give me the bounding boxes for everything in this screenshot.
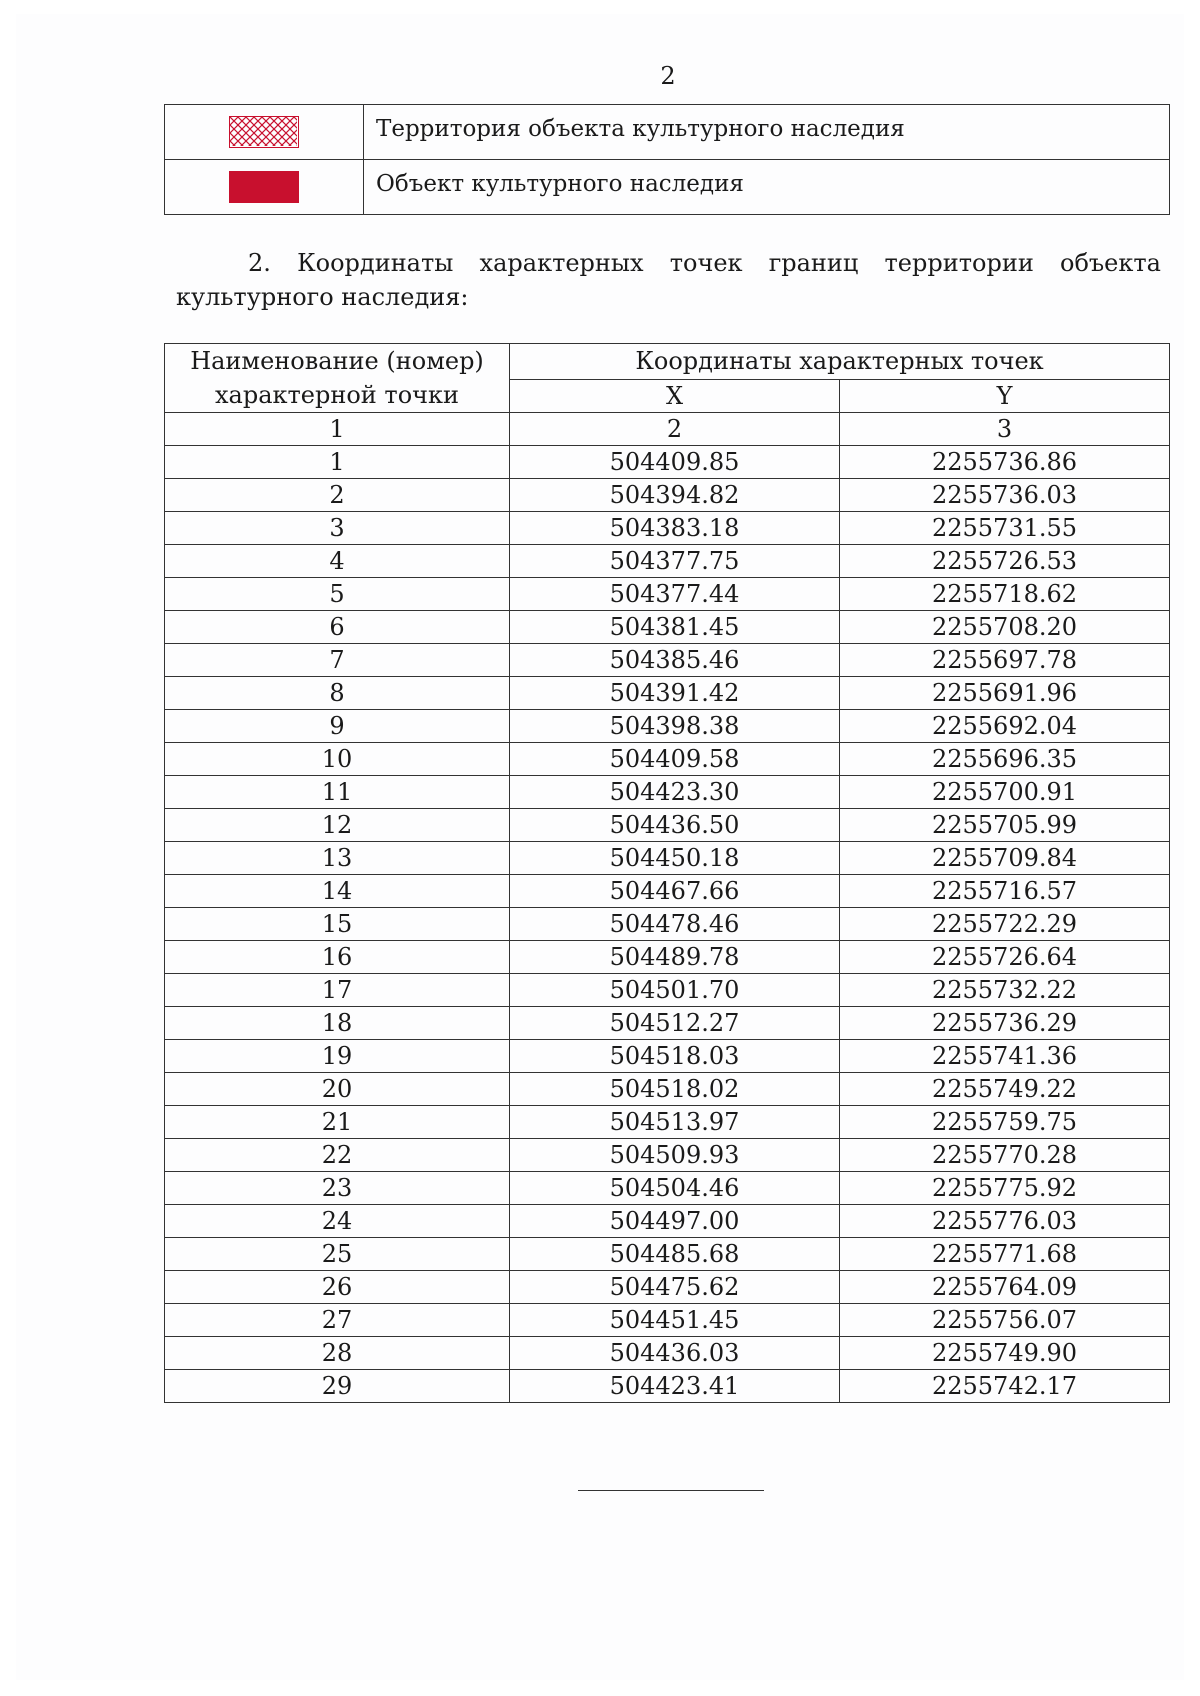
y-coordinate-cell: 2255726.53 [840, 545, 1170, 578]
point-number-cell: 22 [165, 1139, 510, 1172]
table-header-row [165, 344, 1170, 380]
y-coordinate-cell: 2255764.09 [840, 1271, 1170, 1304]
column-number: 3 [840, 413, 1170, 446]
point-number-cell: 12 [165, 809, 510, 842]
y-coordinate-cell: 2255696.35 [840, 743, 1170, 776]
point-number-cell: 19 [165, 1040, 510, 1073]
x-coordinate-cell: 504398.38 [510, 710, 840, 743]
x-coordinate-cell: 504475.62 [510, 1271, 840, 1304]
table-row [165, 743, 1170, 776]
legend-table [164, 104, 1170, 215]
y-coordinate-cell: 2255716.57 [840, 875, 1170, 908]
point-number-cell: 2 [165, 479, 510, 512]
point-number-cell: 8 [165, 677, 510, 710]
point-number-cell: 7 [165, 644, 510, 677]
page-number: 2 [660, 62, 676, 90]
end-rule [578, 1490, 764, 1491]
column-number-row [165, 413, 1170, 446]
x-coordinate-cell: 504377.44 [510, 578, 840, 611]
point-number-cell: 13 [165, 842, 510, 875]
x-coordinate-cell: 504467.66 [510, 875, 840, 908]
heading-word: объекта [1060, 249, 1161, 277]
section-heading-line1 [176, 246, 1161, 280]
point-number-cell: 14 [165, 875, 510, 908]
table-row [165, 446, 1170, 479]
coordinates-body [165, 446, 1170, 1403]
legend-row-territory [165, 105, 1170, 160]
y-coordinate-cell: 2255756.07 [840, 1304, 1170, 1337]
table-row [165, 1337, 1170, 1370]
header-coordinates: Координаты характерных точек [510, 344, 1170, 380]
y-coordinate-cell: 2255705.99 [840, 809, 1170, 842]
solid-swatch-icon [229, 171, 299, 203]
heading-word: Координаты [297, 249, 454, 277]
x-coordinate-cell: 504509.93 [510, 1139, 840, 1172]
crosshatch-swatch-icon [229, 116, 299, 148]
header-x: X [510, 379, 840, 413]
point-number-cell: 27 [165, 1304, 510, 1337]
x-coordinate-cell: 504409.58 [510, 743, 840, 776]
y-coordinate-cell: 2255771.68 [840, 1238, 1170, 1271]
table-row [165, 941, 1170, 974]
legend-label-object: Объект культурного наследия [364, 160, 1170, 215]
point-number-cell: 5 [165, 578, 510, 611]
y-coordinate-cell: 2255749.90 [840, 1337, 1170, 1370]
point-number-cell: 29 [165, 1370, 510, 1403]
y-coordinate-cell: 2255775.92 [840, 1172, 1170, 1205]
x-coordinate-cell: 504381.45 [510, 611, 840, 644]
y-coordinate-cell: 2255718.62 [840, 578, 1170, 611]
point-number-cell: 11 [165, 776, 510, 809]
column-number: 1 [165, 413, 510, 446]
point-number-cell: 20 [165, 1073, 510, 1106]
y-coordinate-cell: 2255708.20 [840, 611, 1170, 644]
table-row [165, 1304, 1170, 1337]
y-coordinate-cell: 2255697.78 [840, 644, 1170, 677]
legend-label-territory: Территория объекта культурного наследия [364, 105, 1170, 160]
x-coordinate-cell: 504478.46 [510, 908, 840, 941]
table-row [165, 776, 1170, 809]
x-coordinate-cell: 504489.78 [510, 941, 840, 974]
heading-word: границ [768, 249, 859, 277]
header-y: Y [840, 379, 1170, 413]
point-number-cell: 16 [165, 941, 510, 974]
table-row [165, 809, 1170, 842]
table-row [165, 710, 1170, 743]
y-coordinate-cell: 2255709.84 [840, 842, 1170, 875]
point-number-cell: 25 [165, 1238, 510, 1271]
x-coordinate-cell: 504518.03 [510, 1040, 840, 1073]
table-row [165, 1040, 1170, 1073]
point-number-cell: 28 [165, 1337, 510, 1370]
point-number-cell: 4 [165, 545, 510, 578]
x-coordinate-cell: 504436.50 [510, 809, 840, 842]
coordinates-table [164, 343, 1170, 1403]
x-coordinate-cell: 504377.75 [510, 545, 840, 578]
table-row [165, 1370, 1170, 1403]
table-row [165, 908, 1170, 941]
table-row [165, 545, 1170, 578]
x-coordinate-cell: 504394.82 [510, 479, 840, 512]
point-number-cell: 10 [165, 743, 510, 776]
table-row [165, 644, 1170, 677]
point-number-cell: 9 [165, 710, 510, 743]
legend-symbol-cell [165, 160, 364, 215]
x-coordinate-cell: 504391.42 [510, 677, 840, 710]
legend-symbol-cell [165, 105, 364, 160]
y-coordinate-cell: 2255742.17 [840, 1370, 1170, 1403]
point-number-cell: 21 [165, 1106, 510, 1139]
column-number: 2 [510, 413, 840, 446]
x-coordinate-cell: 504513.97 [510, 1106, 840, 1139]
x-coordinate-cell: 504385.46 [510, 644, 840, 677]
point-number-cell: 26 [165, 1271, 510, 1304]
point-number-cell: 15 [165, 908, 510, 941]
table-row [165, 479, 1170, 512]
section-heading [176, 246, 1161, 314]
table-row [165, 1073, 1170, 1106]
y-coordinate-cell: 2255692.04 [840, 710, 1170, 743]
x-coordinate-cell: 504518.02 [510, 1073, 840, 1106]
header-point-name: Наименование (номер) характерной точки [165, 344, 510, 413]
y-coordinate-cell: 2255691.96 [840, 677, 1170, 710]
table-row [165, 842, 1170, 875]
x-coordinate-cell: 504409.85 [510, 446, 840, 479]
table-row [165, 1271, 1170, 1304]
table-row [165, 1106, 1170, 1139]
x-coordinate-cell: 504497.00 [510, 1205, 840, 1238]
table-row [165, 1007, 1170, 1040]
heading-word: территории [884, 249, 1034, 277]
x-coordinate-cell: 504436.03 [510, 1337, 840, 1370]
table-row [165, 1172, 1170, 1205]
y-coordinate-cell: 2255700.91 [840, 776, 1170, 809]
table-row [165, 1205, 1170, 1238]
x-coordinate-cell: 504450.18 [510, 842, 840, 875]
table-row [165, 677, 1170, 710]
x-coordinate-cell: 504501.70 [510, 974, 840, 1007]
point-number-cell: 24 [165, 1205, 510, 1238]
y-coordinate-cell: 2255736.29 [840, 1007, 1170, 1040]
point-number-cell: 17 [165, 974, 510, 1007]
table-row [165, 974, 1170, 1007]
y-coordinate-cell: 2255726.64 [840, 941, 1170, 974]
heading-word: характерных [479, 249, 644, 277]
y-coordinate-cell: 2255732.22 [840, 974, 1170, 1007]
y-coordinate-cell: 2255759.75 [840, 1106, 1170, 1139]
table-row [165, 1139, 1170, 1172]
x-coordinate-cell: 504423.30 [510, 776, 840, 809]
x-coordinate-cell: 504383.18 [510, 512, 840, 545]
point-number-cell: 1 [165, 446, 510, 479]
section-heading-line2: культурного наследия: [176, 283, 469, 311]
table-row [165, 611, 1170, 644]
point-number-cell: 6 [165, 611, 510, 644]
x-coordinate-cell: 504485.68 [510, 1238, 840, 1271]
point-number-cell: 23 [165, 1172, 510, 1205]
x-coordinate-cell: 504512.27 [510, 1007, 840, 1040]
y-coordinate-cell: 2255731.55 [840, 512, 1170, 545]
heading-word: точек [669, 249, 743, 277]
y-coordinate-cell: 2255722.29 [840, 908, 1170, 941]
y-coordinate-cell: 2255741.36 [840, 1040, 1170, 1073]
table-row [165, 1238, 1170, 1271]
y-coordinate-cell: 2255749.22 [840, 1073, 1170, 1106]
point-number-cell: 3 [165, 512, 510, 545]
table-row [165, 578, 1170, 611]
y-coordinate-cell: 2255736.86 [840, 446, 1170, 479]
y-coordinate-cell: 2255736.03 [840, 479, 1170, 512]
x-coordinate-cell: 504504.46 [510, 1172, 840, 1205]
x-coordinate-cell: 504423.41 [510, 1370, 840, 1403]
heading-word: 2. [248, 249, 271, 277]
y-coordinate-cell: 2255776.03 [840, 1205, 1170, 1238]
legend-row-object [165, 160, 1170, 215]
table-row [165, 875, 1170, 908]
point-number-cell: 18 [165, 1007, 510, 1040]
table-row [165, 512, 1170, 545]
y-coordinate-cell: 2255770.28 [840, 1139, 1170, 1172]
x-coordinate-cell: 504451.45 [510, 1304, 840, 1337]
